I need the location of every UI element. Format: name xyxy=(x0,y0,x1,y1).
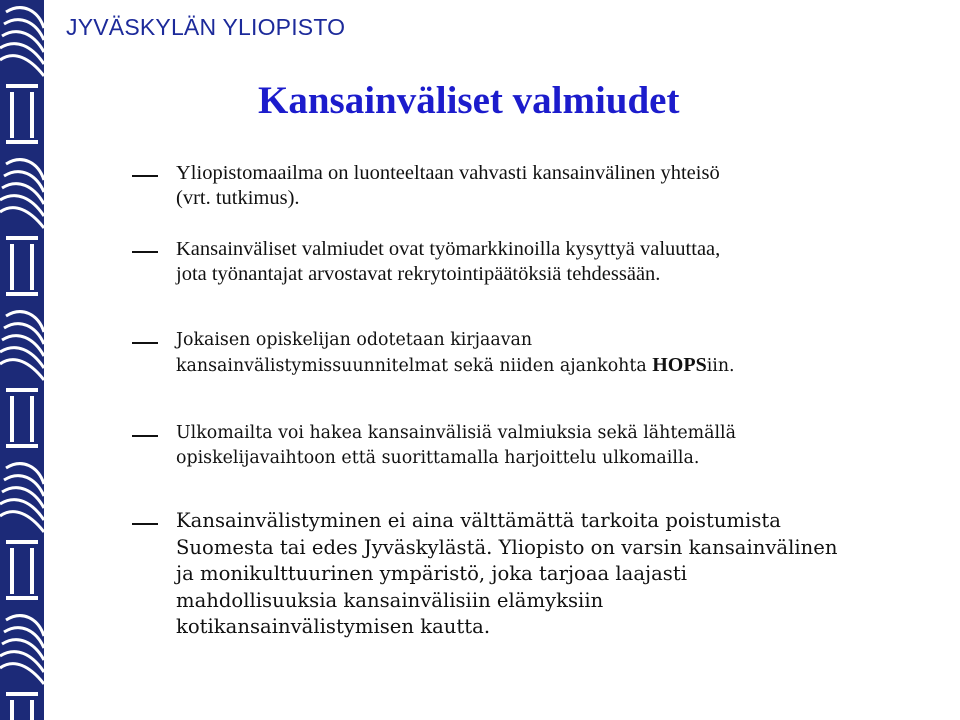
bullet-line xyxy=(176,353,922,379)
bullet-line: opiskelijavaihtoon että suorittamalla harjoittelu ulkomailla. xyxy=(176,448,700,468)
bullet-line-suffix: iin. xyxy=(706,356,735,376)
bullet-item xyxy=(132,161,922,211)
bullet-item xyxy=(132,421,922,471)
dash-bullet-icon xyxy=(132,175,158,177)
bullet-line: ja monikulttuurinen ympäristö, joka tarjoaa laajasti xyxy=(176,562,687,585)
bullet-line: (vrt. tutkimus). xyxy=(176,187,300,209)
bullet-line: Ulkomailta voi hakea kansainvälisiä valmiuksia sekä lähtemällä xyxy=(176,423,736,443)
hops-term: HOPS xyxy=(652,354,707,376)
dash-bullet-icon xyxy=(132,342,158,344)
bullet-text xyxy=(176,237,922,287)
dash-bullet-icon xyxy=(132,435,158,437)
bullet-line: mahdollisuuksia kansainvälisiin elämyksiin xyxy=(176,588,604,612)
bullet-line: jota työnantajat arvostavat rekrytointipäätöksiä tehdessään. xyxy=(176,263,661,285)
bullet-item xyxy=(132,328,922,379)
bullet-line: Kansainväliset valmiudet ovat työmarkkinoilla kysyttyä valuuttaa, xyxy=(176,238,721,260)
bullet-text xyxy=(176,421,922,471)
bullet-text xyxy=(176,328,922,379)
university-emblem-pattern-icon xyxy=(0,0,44,720)
bullet-line: Kansainvälistyminen ei aina välttämättä tarkoita poistumista xyxy=(176,509,781,532)
bullet-line: kotikansainvälistymisen kautta. xyxy=(176,615,491,638)
bullet-line-prefix: kansainvälistymissuunnitelmat sekä niiden ajankohta xyxy=(176,356,653,376)
dash-bullet-icon xyxy=(132,523,158,525)
bullet-item xyxy=(132,508,922,641)
bullet-line: Yliopistomaailma on luonteeltaan vahvasti kansainvälinen yhteisö xyxy=(176,162,720,184)
bullet-line: Jokaisen opiskelijan odotetaan kirjaavan xyxy=(176,330,533,350)
side-band xyxy=(0,0,44,720)
bullet-text xyxy=(176,161,922,211)
dash-bullet-icon xyxy=(132,251,158,253)
slide-title: Kansainväliset valmiudet xyxy=(258,79,680,122)
bullet-item xyxy=(132,237,922,287)
university-name: JYVÄSKYLÄN YLIOPISTO xyxy=(66,14,346,40)
bullet-line: Suomesta tai edes Jyväskylästä. Yliopisto on varsin kansainvälinen xyxy=(176,535,838,559)
bullet-text xyxy=(176,508,922,641)
